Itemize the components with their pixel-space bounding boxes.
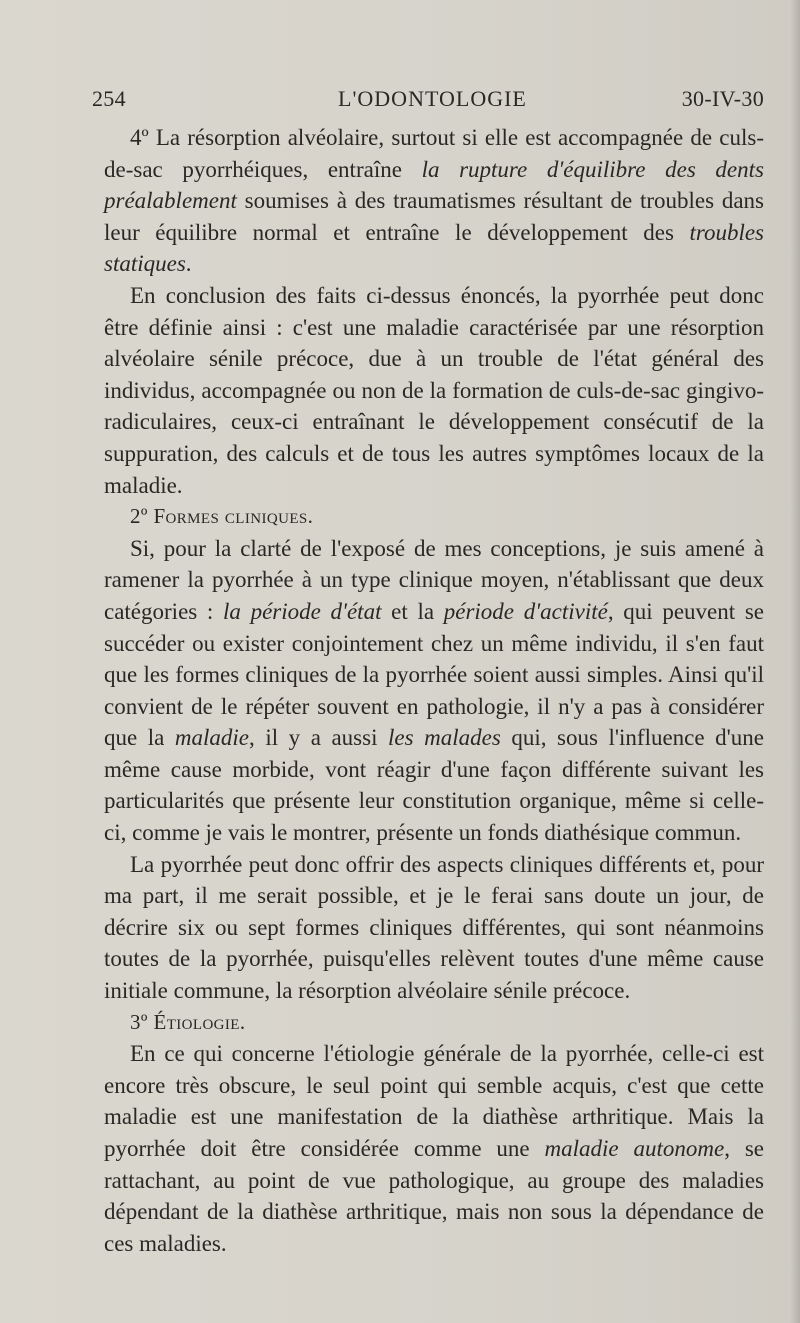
journal-title: L'ODONTOLOGIE	[338, 86, 527, 111]
paragraph-3-italic-1: la période d'état	[223, 598, 382, 624]
paragraph-4: La pyorrhée peut donc offrir des aspects cliniques différents et, pour ma part, il me serait possible, et je le ferai sans doute un jour, de décrire six ou sept formes cliniques différentes, qui sont néanmoins toutes de la pyorrhée, puisqu'elles relèvent toutes d'une même cause initiale commune, la résorption alvéolaire sénile précoce.	[104, 851, 764, 1004]
paragraph-3-italic-2: période d'activité	[443, 598, 608, 624]
section-number-2: 2º	[130, 504, 148, 529]
paragraph-3-text-4: , il y a aussi	[249, 725, 389, 751]
section-heading-2	[104, 501, 764, 533]
issue-date: 30-IV-30	[681, 86, 764, 111]
paragraph-5-italic-1: maladie autonome	[544, 1136, 725, 1161]
section-number-3: 3º	[130, 1009, 148, 1034]
paragraph-1-text: 4º La résorption alvéolaire, surtout si elle est accompagnée de culs-de-sac pyorrhéiques, entraîne	[104, 125, 764, 182]
paragraph-3-italic-3: maladie	[174, 725, 250, 751]
paragraph-3-italic-4: les malades	[388, 725, 501, 751]
paragraph-3-text-2: et la	[381, 598, 444, 624]
section-title-3: Étiologie.	[153, 1009, 246, 1034]
body-text	[104, 122, 764, 1259]
page-number: 254	[92, 86, 126, 111]
paragraph-1-text-2: soumises à des traumatismes résultant de troubles dans leur équilibre normal et entraîne le développement des	[104, 188, 764, 245]
paragraph-3	[104, 533, 764, 849]
section-heading-3	[104, 1007, 764, 1039]
paragraph-3-text-5: qui, sous l'influence d'une même cause morbide, vont réagir d'une façon différente suivant les particularités que présente leur constitution organique, même si celle-ci, comme je vais le montrer, présente un fonds diathésique commun.	[104, 725, 764, 846]
paragraph-3-text-3: , qui peuvent se succéder ou exister conjointement chez un même individu, il s'en faut que les formes cliniques de la pyorrhée soient aussi simples. Ainsi qu'il convient de le répéter souvent en pathologie, il n'y a pas à considérer que la	[104, 598, 764, 751]
paragraph-3-text: Si, pour la clarté de l'exposé de mes conceptions, je suis amené à ramener la pyorrhée à un type clinique moyen, n'établissant que deux catégories :	[104, 535, 764, 624]
paragraph-2: En conclusion des faits ci-dessus énoncés, la pyorrhée peut donc être définie ainsi : c'est une maladie caractérisée par une résorption alvéolaire sénile précoce, due à un trouble de l'état général des individus, accompagnée ou non de la formation de culs-de-sac gingivo-radiculaires, ceux-ci entraînant le développement consécutif de la suppuration, des calculs et de tous les autres symptômes locaux de la maladie.	[104, 282, 764, 498]
paragraph-5	[104, 1038, 764, 1259]
paragraph-1	[104, 122, 764, 280]
paragraph-5-text: En ce qui concerne l'étiologie générale de la pyorrhée, celle-ci est encore très obscure, le seul point qui semble acquis, c'est que cette maladie est une manifestation de la diathèse arthritique. Mais la pyorrhée doit être considérée comme une	[104, 1041, 764, 1161]
paragraph-5-text-2: , se rattachant, au point de vue pathologique, au groupe des maladies dépendant de la diathèse arthritique, mais non sous la dépendance de ces maladies.	[104, 1136, 764, 1256]
section-title-2: Formes cliniques.	[153, 504, 314, 529]
paragraph-1-text-3: .	[185, 251, 192, 277]
paragraph-1-italic-1: la rupture d'équilibre des dents préalablement	[104, 156, 764, 214]
paragraph-1-italic-2: troubles statiques	[104, 219, 764, 277]
page-edge-shadow	[790, 0, 800, 1323]
running-head	[92, 86, 764, 116]
